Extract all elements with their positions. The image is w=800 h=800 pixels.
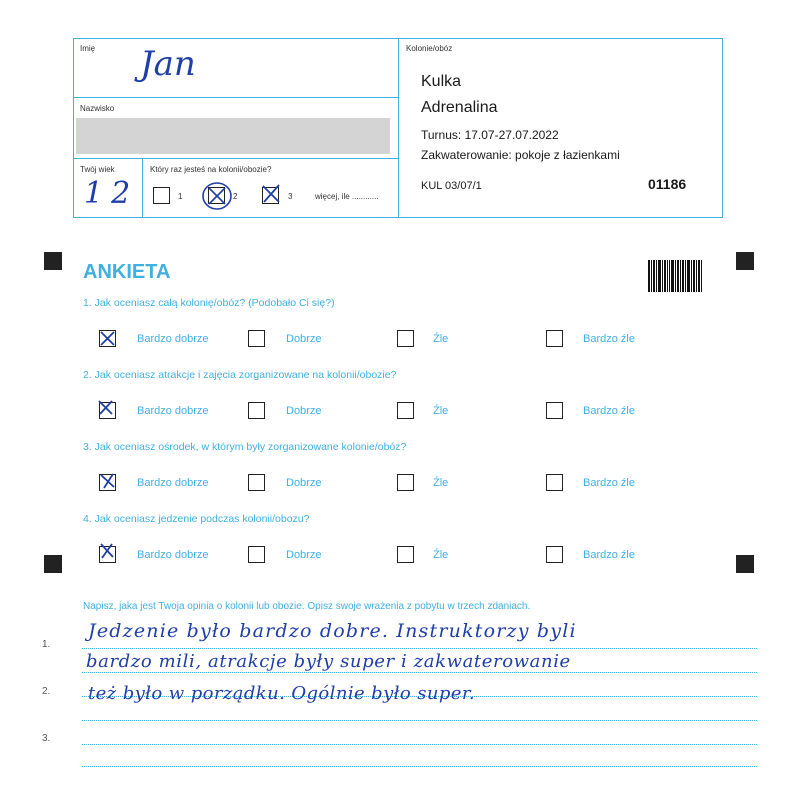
imie-field-box	[73, 38, 399, 98]
q3-label-dobrze: Dobrze	[286, 477, 322, 489]
q4-label-bardzo-dobrze: Bardzo dobrze	[137, 549, 209, 561]
writing-line-2[interactable]	[82, 672, 757, 673]
imie-value: Jan	[140, 44, 196, 84]
q4-label-zle: Źle	[433, 549, 449, 561]
q1-label-zle: Źle	[433, 333, 449, 345]
q4-checkbox-bardzo-zle[interactable]	[546, 546, 563, 563]
writing-line-6[interactable]	[82, 766, 757, 767]
visit-count-option-3: 3	[288, 192, 293, 201]
handwritten-answer-line-3: też było w porządku. Ogólnie było super.	[88, 683, 475, 704]
q1-checkbox-bardzo-zle[interactable]	[546, 330, 563, 347]
visit-count-2-scribble-mark	[200, 180, 234, 212]
writing-line-5[interactable]	[82, 744, 757, 745]
nazwisko-redaction	[76, 118, 390, 154]
corner-marker-top-left	[44, 252, 62, 270]
q1-label-bardzo-dobrze: Bardzo dobrze	[137, 333, 209, 345]
camp-code: KUL 03/07/1	[421, 180, 482, 192]
writing-line-4[interactable]	[82, 720, 757, 721]
visit-count-3-check-mark	[260, 183, 282, 205]
nazwisko-label: Nazwisko	[80, 104, 115, 113]
q1-checkbox-dobrze[interactable]	[248, 330, 265, 347]
q4-label-dobrze: Dobrze	[286, 549, 322, 561]
q4-check-mark	[98, 542, 115, 559]
q2-label-dobrze: Dobrze	[286, 405, 322, 417]
q2-label-bardzo-zle: Bardzo źle	[583, 405, 635, 417]
q2-checkbox-zle[interactable]	[397, 402, 414, 419]
visit-count-checkbox-1[interactable]	[153, 187, 170, 204]
q2-checkbox-bardzo-zle[interactable]	[546, 402, 563, 419]
question-2: 2. Jak oceniasz atrakcje i zajęcia zorganizowane na kolonii/obozie?	[83, 369, 397, 381]
turnus-info: Turnus: 17.07-27.07.2022	[421, 128, 559, 142]
q4-checkbox-dobrze[interactable]	[248, 546, 265, 563]
form-number: 01186	[648, 176, 687, 192]
question-3: 3. Jak oceniasz ośrodek, w którym były zorganizowane kolonie/obóz?	[83, 441, 407, 453]
question-1: 1. Jak oceniasz całą kolonię/obóz? (Podobało Ci się?)	[83, 297, 335, 309]
line-number-3: 3.	[42, 733, 51, 744]
corner-marker-top-right	[736, 252, 754, 270]
zakwaterowanie-info: Zakwaterowanie: pokoje z łazienkami	[421, 148, 620, 162]
q3-checkbox-dobrze[interactable]	[248, 474, 265, 491]
wiek-value: 12	[84, 176, 139, 211]
q2-checkbox-dobrze[interactable]	[248, 402, 265, 419]
corner-marker-bottom-right	[736, 555, 754, 573]
q1-check-mark	[99, 330, 116, 347]
q1-label-dobrze: Dobrze	[286, 333, 322, 345]
ktory-raz-label: Który raz jesteś na kolonii/obozie?	[150, 165, 272, 174]
question-4: 4. Jak oceniasz jedzenie podczas kolonii/obozu?	[83, 513, 310, 525]
q4-label-bardzo-zle: Bardzo źle	[583, 549, 635, 561]
camp-name-1: Kulka	[421, 73, 462, 90]
q3-label-zle: Źle	[433, 477, 449, 489]
writing-line-1[interactable]	[82, 648, 757, 649]
q3-label-bardzo-dobrze: Bardzo dobrze	[137, 477, 209, 489]
q2-check-mark	[97, 399, 114, 416]
kolonie-label: Kolonie/obóz	[406, 44, 453, 53]
visit-count-option-1: 1	[178, 192, 183, 201]
q2-label-bardzo-dobrze: Bardzo dobrze	[137, 405, 209, 417]
line-number-1: 1.	[42, 639, 51, 650]
handwritten-answer-line-1: Jedzenie było bardzo dobre. Instruktorzy byli	[88, 620, 577, 642]
handwritten-answer-line-2: bardzo mili, atrakcje były super i zakwaterowanie	[86, 651, 571, 672]
q3-check-mark	[99, 472, 116, 489]
opinion-prompt: Napisz, jaka jest Twoja opinia o kolonii lub obozie. Opisz swoje wrażenia z pobytu w trzech zdaniach.	[83, 601, 531, 612]
visit-count-more-label: więcej, ile ............	[315, 192, 379, 201]
q2-label-zle: Źle	[433, 405, 449, 417]
q1-label-bardzo-zle: Bardzo źle	[583, 333, 635, 345]
q3-checkbox-zle[interactable]	[397, 474, 414, 491]
survey-title: ANKIETA	[83, 261, 171, 283]
wiek-label: Twój wiek	[80, 165, 115, 174]
barcode-image	[648, 260, 702, 292]
q1-checkbox-zle[interactable]	[397, 330, 414, 347]
q3-label-bardzo-zle: Bardzo źle	[583, 477, 635, 489]
q3-checkbox-bardzo-zle[interactable]	[546, 474, 563, 491]
corner-marker-bottom-left	[44, 555, 62, 573]
line-number-2: 2.	[42, 686, 51, 697]
visit-count-option-2: 2	[233, 192, 238, 201]
q4-checkbox-zle[interactable]	[397, 546, 414, 563]
camp-name-2: Adrenalina	[421, 99, 498, 116]
imie-label: Imię	[80, 44, 96, 53]
